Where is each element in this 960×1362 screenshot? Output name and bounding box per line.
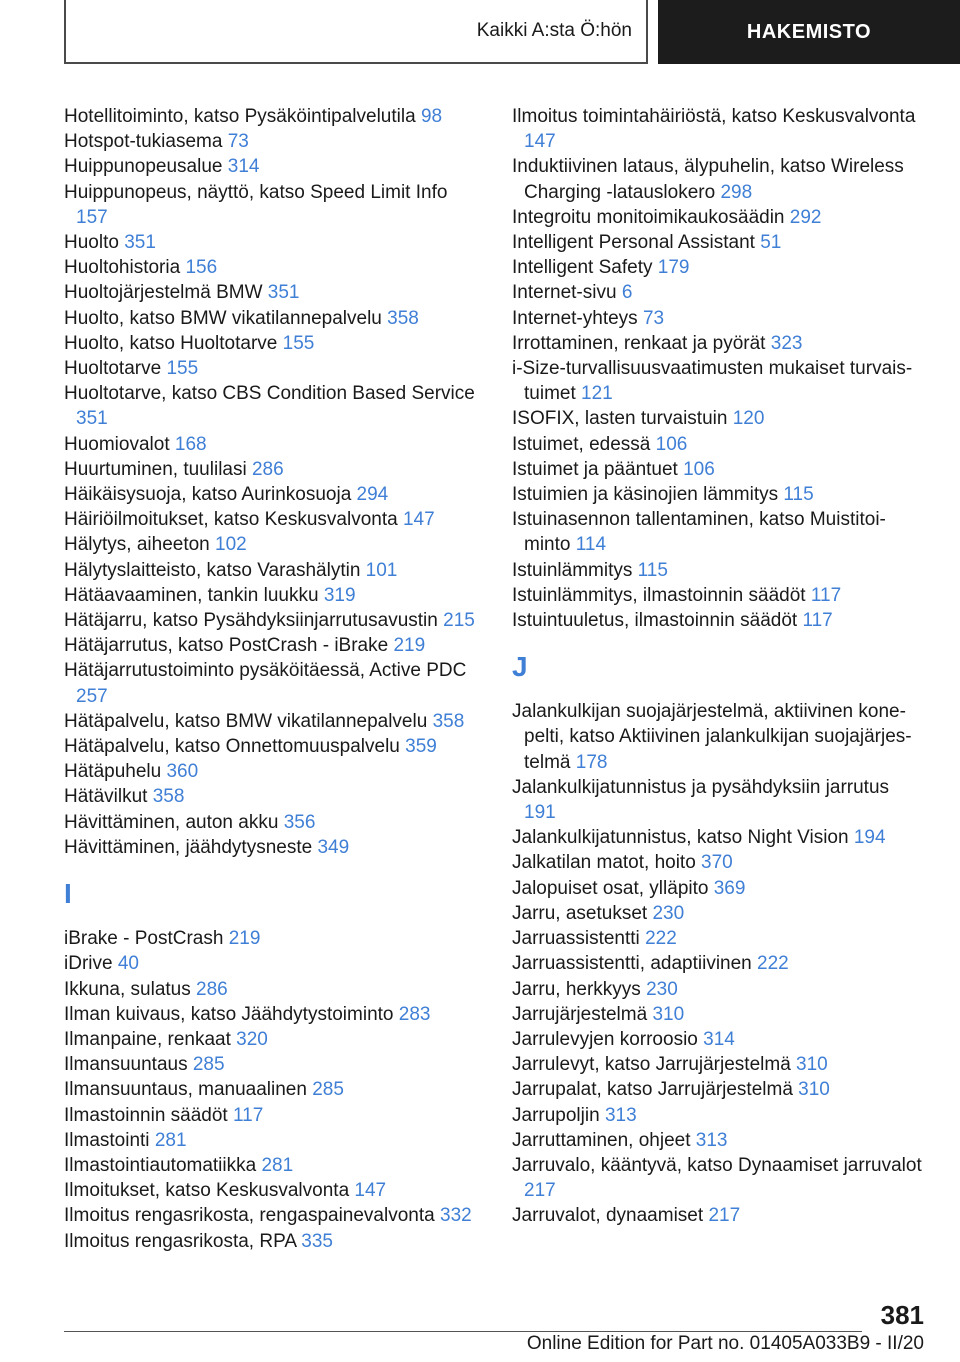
index-entry-page-link[interactable]: 147 (354, 1180, 387, 1202)
index-entry-text: Huoltotarve (64, 358, 162, 380)
index-entry (512, 1077, 922, 1102)
index-entry (64, 457, 484, 482)
index-letter-heading: I (64, 878, 72, 910)
index-entry-page-link[interactable]: 101 (365, 559, 398, 581)
index-entry (512, 977, 922, 1002)
index-entry (64, 129, 484, 154)
index-entry (64, 280, 484, 305)
index-entry-page-link[interactable]: 222 (757, 953, 789, 975)
index-entry-page-link[interactable]: 219 (228, 928, 261, 950)
index-entry-page-link[interactable]: 179 (657, 257, 690, 279)
index-entry-text: iBrake - PostCrash (64, 928, 224, 950)
index-entry (64, 1077, 484, 1102)
index-entry-text: Intelligent Safety (512, 257, 653, 279)
index-entry (64, 180, 484, 230)
index-entry-page-link[interactable]: 349 (317, 836, 350, 858)
index-entry (64, 810, 484, 835)
index-entry (64, 759, 484, 784)
index-entry (64, 977, 484, 1002)
index-entry-page-link[interactable]: 314 (227, 156, 260, 178)
index-entry-text: Huolto, katso BMW vikatilannepalvelu (64, 307, 382, 329)
index-entry (512, 205, 922, 230)
index-entry-page-link[interactable]: 121 (581, 383, 613, 405)
index-entry-text: Hotellitoiminto, katso Pysäköintipalvelutila (64, 106, 416, 127)
index-entry-text: Hätäavaaminen, tankin luukku (64, 584, 319, 606)
index-entry (512, 356, 922, 406)
index-entry-page-link[interactable]: 147 (402, 509, 435, 531)
page-number: 381 (880, 1300, 924, 1330)
index-entry-page-link[interactable]: 281 (261, 1154, 294, 1176)
index-entry-text: Istuimet ja pääntuet (512, 458, 678, 480)
index-entry (512, 331, 922, 356)
index-entry-text: Jalankulkijan suojajärjestelmä, aktiivinen konepelti, katso Aktiivinen jalankulkijan suojajärjestelmä (512, 701, 912, 773)
index-entry-page-link[interactable]: 191 (524, 802, 556, 824)
index-entry (64, 154, 484, 179)
index-entry (512, 104, 922, 154)
index-entry (512, 1153, 922, 1203)
index-entry-page-link[interactable]: 281 (154, 1129, 187, 1151)
index-entry-text: Jalopuiset osat, ylläpito (512, 877, 709, 899)
index-entry-text: Induktiivinen lataus, älypuhelin, katso Wireless Charging -latauslokero (512, 156, 904, 203)
index-entry-page-link[interactable]: 285 (192, 1054, 225, 1076)
index-entry-page-link[interactable]: 98 (420, 106, 443, 127)
index-entry-page-link[interactable]: 73 (642, 307, 665, 329)
index-entry-text: Ilmansuuntaus, manuaalinen (64, 1079, 307, 1101)
index-entry (64, 1203, 484, 1228)
index-entry-page-link[interactable]: 117 (233, 1104, 264, 1126)
index-entry (64, 784, 484, 809)
index-entry (64, 1052, 484, 1077)
index-entry-text: Huippunopeus, näyttö, katso Speed Limit Info (64, 181, 448, 203)
index-entry-page-link[interactable]: 114 (575, 534, 607, 556)
index-entry-text: Huurtuminen, tuulilasi (64, 458, 247, 480)
index-entry (64, 1002, 484, 1027)
index-entry-text: Internet-yhteys (512, 307, 638, 329)
index-entry-text: Hälytyslaitteisto, katso Varashälytin (64, 559, 361, 581)
index-entry (64, 1027, 484, 1052)
index-entry (64, 835, 484, 860)
index-entry-page-link[interactable]: 360 (166, 761, 199, 783)
index-entry (512, 1002, 922, 1027)
index-entry-page-link[interactable]: 310 (652, 1003, 685, 1025)
index-entry (64, 951, 484, 976)
index-entry-text: Jarruvalo, kääntyvä, katso Dynaamiset jarruvalot (512, 1154, 922, 1176)
index-entry-text: Ilmoitus toimintahäiriöstä, katso Keskusvalvonta (512, 106, 916, 127)
index-entry-page-link[interactable]: 106 (655, 433, 688, 455)
index-entry-page-link[interactable]: 155 (166, 358, 199, 380)
index-entry (64, 1103, 484, 1128)
index-entry (64, 230, 484, 255)
index-entry-page-link[interactable]: 102 (215, 534, 247, 556)
index-entry (64, 532, 484, 557)
index-entry (64, 658, 484, 708)
index-entry (64, 507, 484, 532)
index-entry-text: Hätäpuhelu (64, 761, 162, 783)
index-entry (512, 583, 922, 608)
index-entry-page-link[interactable]: 194 (853, 827, 886, 849)
index-entry-text: Jarruvalot, dynaamiset (512, 1205, 704, 1227)
index-entry-page-link[interactable]: 283 (398, 1003, 431, 1025)
index-entry-text: Jarruassistentti (512, 928, 640, 950)
index-entry (512, 876, 922, 901)
index-entry-text: Istuinlämmitys, ilmastoinnin säädöt (512, 584, 806, 606)
index-entry-text: Häiriöilmoitukset, katso Keskusvalvonta (64, 509, 398, 531)
chapter-tab (64, 0, 648, 64)
index-entry-text: Hotspot-tukiasema (64, 131, 223, 153)
index-entry (64, 633, 484, 658)
index-entry-page-link[interactable]: 292 (789, 206, 822, 228)
index-entry-text: Hälytys, aiheeton (64, 534, 210, 556)
index-entry (512, 775, 922, 825)
index-entry (64, 331, 484, 356)
index-entry-page-link[interactable]: 40 (117, 953, 139, 975)
index-entry (64, 482, 484, 507)
index-entry-page-link[interactable]: 230 (652, 902, 685, 924)
index-entry-text: Istuimet, edessä (512, 433, 651, 455)
index-entry (512, 1203, 922, 1228)
index-entry (64, 432, 484, 457)
index-entry-page-link[interactable]: 217 (708, 1205, 741, 1227)
index-entry-page-link[interactable]: 156 (185, 257, 218, 279)
index-entry-page-link[interactable]: 73 (227, 131, 249, 153)
index-entry (512, 825, 922, 850)
index-entry-text: Jarrulevyt, katso Jarrujärjestelmä (512, 1054, 791, 1076)
index-entry-page-link[interactable]: 219 (393, 635, 426, 657)
index-entry-page-link[interactable]: 369 (713, 877, 746, 899)
index-entry-page-link[interactable]: 286 (251, 458, 284, 480)
index-entry (64, 1229, 484, 1254)
index-entry-page-link[interactable]: 358 (152, 786, 185, 808)
index-entry (512, 951, 922, 976)
index-entry-text: Istuinasennon tallentaminen, katso Muistitoiminto (512, 509, 886, 556)
index-entry-page-link[interactable]: 178 (575, 751, 608, 773)
index-entry-text: Hävittäminen, auton akku (64, 811, 279, 833)
index-entry-page-link[interactable]: 313 (604, 1104, 637, 1126)
index-entry-page-link[interactable]: 310 (796, 1054, 828, 1076)
index-entry-page-link[interactable]: 335 (301, 1230, 333, 1252)
index-entry-page-link[interactable]: 120 (732, 408, 765, 430)
index-entry-text: Huoltojärjestelmä BMW (64, 282, 263, 304)
index-entry-text: Häikäisysuoja, katso Aurinkosuoja (64, 484, 352, 506)
index-entry-text: Jarrupoljin (512, 1104, 600, 1126)
index-entry (512, 926, 922, 951)
index-entry-text: Hätäjarrutus, katso PostCrash - iBrake (64, 635, 389, 657)
index-entry-text: Jarruttaminen, ohjeet (512, 1129, 691, 1151)
index-entry-page-link[interactable]: 257 (76, 685, 108, 707)
index-entry-text: Internet-sivu (512, 282, 617, 304)
index-letter-heading: J (512, 651, 528, 683)
index-entry (64, 381, 484, 431)
index-entry-text: ISOFIX, lasten turvaistuin (512, 408, 728, 430)
index-entry (64, 734, 484, 759)
index-entry (512, 306, 922, 331)
index-entry-page-link[interactable]: 157 (76, 206, 108, 228)
index-entry-page-link[interactable]: 155 (282, 332, 315, 354)
index-entry-page-link[interactable]: 117 (802, 610, 833, 632)
index-entry-page-link[interactable]: 285 (312, 1079, 344, 1101)
index-entry (512, 255, 922, 280)
index-entry-text: Ilmansuuntaus (64, 1054, 188, 1076)
index-entry-page-link[interactable]: 115 (783, 484, 814, 506)
index-entry (512, 608, 922, 633)
index-entry (512, 1128, 922, 1153)
index-entry-text: Ilmanpaine, renkaat (64, 1028, 231, 1050)
index-entry-text: Hätäjarru, katso Pysähdyksiinjarrutusavustin (64, 610, 438, 632)
footer-divider (64, 1331, 862, 1332)
index-entry (512, 457, 922, 482)
index-entry-text: Huippunopeusalue (64, 156, 223, 178)
index-entry-text: iDrive (64, 953, 113, 975)
index-entry-page-link[interactable]: 351 (124, 232, 156, 254)
index-entry-page-link[interactable]: 168 (174, 433, 207, 455)
index-entry (512, 558, 922, 583)
index-entry (64, 926, 484, 951)
index-entry-text: Hätäpalvelu, katso BMW vikatilannepalvelu (64, 710, 428, 732)
index-entry (512, 230, 922, 255)
index-entry-text: Hätävilkut (64, 786, 148, 808)
index-entry-text: Istuimien ja käsinojien lämmitys (512, 484, 779, 506)
index-entry-page-link[interactable]: 332 (440, 1205, 472, 1227)
index-entry-text: Ilmastointi (64, 1129, 150, 1151)
index-entry-text: Hävittäminen, jäähdytysneste (64, 836, 313, 858)
index-entry (64, 356, 484, 381)
chapter-title: Kaikki A:sta Ö:hön (476, 20, 632, 41)
index-entry-text: Irrottaminen, renkaat ja pyörät (512, 332, 766, 354)
index-entry-page-link[interactable]: 323 (770, 332, 803, 354)
index-entry-text: Jalankulkijatunnistus, katso Night Vision (512, 827, 849, 849)
index-entry-text: Ilmoitus rengasrikosta, RPA (64, 1230, 296, 1252)
section-title: HAKEMISTO (746, 20, 872, 43)
index-entry (512, 1027, 922, 1052)
index-entry-page-link[interactable]: 51 (760, 232, 782, 254)
index-column-left (64, 104, 484, 1254)
index-entry (64, 1178, 484, 1203)
index-entry-text: Ilman kuivaus, katso Jäähdytystoiminto (64, 1003, 394, 1025)
index-entry (512, 280, 922, 305)
index-entry-page-link[interactable]: 222 (645, 928, 677, 950)
index-entry-text: Jalankulkijatunnistus ja pysähdyksiin jarrutus (512, 776, 890, 798)
index-entry (64, 306, 484, 331)
index-entry-text: Ilmoitus rengasrikosta, rengaspainevalvonta (64, 1205, 435, 1227)
index-entry-page-link[interactable]: 320 (236, 1028, 268, 1050)
index-entry-text: Huolto, katso Huoltotarve (64, 332, 278, 354)
index-entry-page-link[interactable]: 106 (683, 458, 715, 480)
index-entry-text: Hätäjarrutustoiminto pysäköitäessä, Active PDC (64, 660, 467, 682)
index-entry (512, 432, 922, 457)
index-entry (512, 901, 922, 926)
index-entry (64, 1153, 484, 1178)
index-entry-page-link[interactable]: 310 (798, 1079, 830, 1101)
index-entry-page-link[interactable]: 115 (637, 559, 668, 581)
index-entry-text: Istuintuuletus, ilmastoinnin säädöt (512, 610, 798, 632)
index-entry-text: Integroitu monitoimikaukosäädin (512, 206, 785, 228)
index-entry (512, 482, 922, 507)
index-entry (512, 1103, 922, 1128)
index-entry (64, 583, 484, 608)
index-entry-page-link[interactable]: 294 (356, 484, 389, 506)
index-entry-page-link[interactable]: 319 (323, 584, 356, 606)
index-entry (64, 608, 484, 633)
index-entry-text: Ilmastointiautomatiikka (64, 1154, 257, 1176)
index-entry-page-link[interactable]: 370 (701, 852, 733, 874)
index-entry (64, 558, 484, 583)
index-entry (512, 850, 922, 875)
footer-edition: Online Edition for Part no. 01405A033B9 - II/20 (526, 1333, 924, 1354)
index-entry-text: Jarru, asetukset (512, 902, 648, 924)
index-entry-text: Jalkatilan matot, hoito (512, 852, 696, 874)
index-entry-page-link[interactable]: 358 (432, 710, 465, 732)
index-entry-page-link[interactable]: 286 (196, 978, 228, 1000)
index-entry-text: Intelligent Personal Assistant (512, 232, 755, 254)
index-entry-page-link[interactable]: 313 (695, 1129, 728, 1151)
index-entry-page-link[interactable]: 6 (621, 282, 633, 304)
index-entry (64, 1128, 484, 1153)
index-entry (512, 154, 922, 204)
index-entry-text: Jarru, herkkyys (512, 978, 641, 1000)
index-entry-page-link[interactable]: 358 (387, 307, 419, 329)
index-entry-text: Hätäpalvelu, katso Onnettomuuspalvelu (64, 736, 400, 758)
index-entry-text: Huoltotarve, katso CBS Condition Based Service (64, 383, 475, 405)
index-entry-page-link[interactable]: 215 (443, 610, 475, 632)
index-entry-page-link[interactable]: 147 (524, 131, 556, 153)
index-column-right (512, 104, 922, 1229)
index-entry-page-link[interactable]: 314 (703, 1028, 735, 1050)
index-entry (512, 507, 922, 557)
index-entry-text: Jarrulevyjen korroosio (512, 1028, 698, 1050)
index-entry (512, 699, 922, 775)
index-entry-text: Jarrupalat, katso Jarrujärjestelmä (512, 1079, 793, 1101)
index-entry-page-link[interactable]: 298 (720, 181, 753, 203)
index-entry-text: Ilmoitukset, katso Keskusvalvonta (64, 1180, 350, 1202)
index-entry-text: Ilmastoinnin säädöt (64, 1104, 228, 1126)
index-entry (64, 709, 484, 734)
index-entry-text: Jarrujärjestelmä (512, 1003, 648, 1025)
index-entry (64, 255, 484, 280)
index-entry-text: Huolto (64, 232, 119, 254)
index-entry (64, 104, 484, 129)
index-entry-text: Ikkuna, sulatus (64, 978, 191, 1000)
index-entry-text: Jarruassistentti, adaptiivinen (512, 953, 752, 975)
index-entry-page-link[interactable]: 117 (810, 584, 842, 606)
index-entry-page-link[interactable]: 351 (267, 282, 300, 304)
index-entry (512, 1052, 922, 1077)
index-entry-text: Huomiovalot (64, 433, 170, 455)
index-entry (512, 406, 922, 431)
index-entry-text: Huoltohistoria (64, 257, 181, 279)
index-entry-text: Istuinlämmitys (512, 559, 633, 581)
index-entry-page-link[interactable]: 217 (524, 1180, 556, 1202)
index-entry-page-link[interactable]: 351 (76, 408, 108, 430)
index-entry-text: i-Size-turvallisuusvaatimusten mukaiset turvaistuimet (512, 358, 913, 405)
index-entry-page-link[interactable]: 356 (283, 811, 316, 833)
index-entry-page-link[interactable]: 359 (405, 736, 437, 758)
index-entry-page-link[interactable]: 230 (646, 978, 678, 1000)
section-tab (658, 0, 960, 64)
